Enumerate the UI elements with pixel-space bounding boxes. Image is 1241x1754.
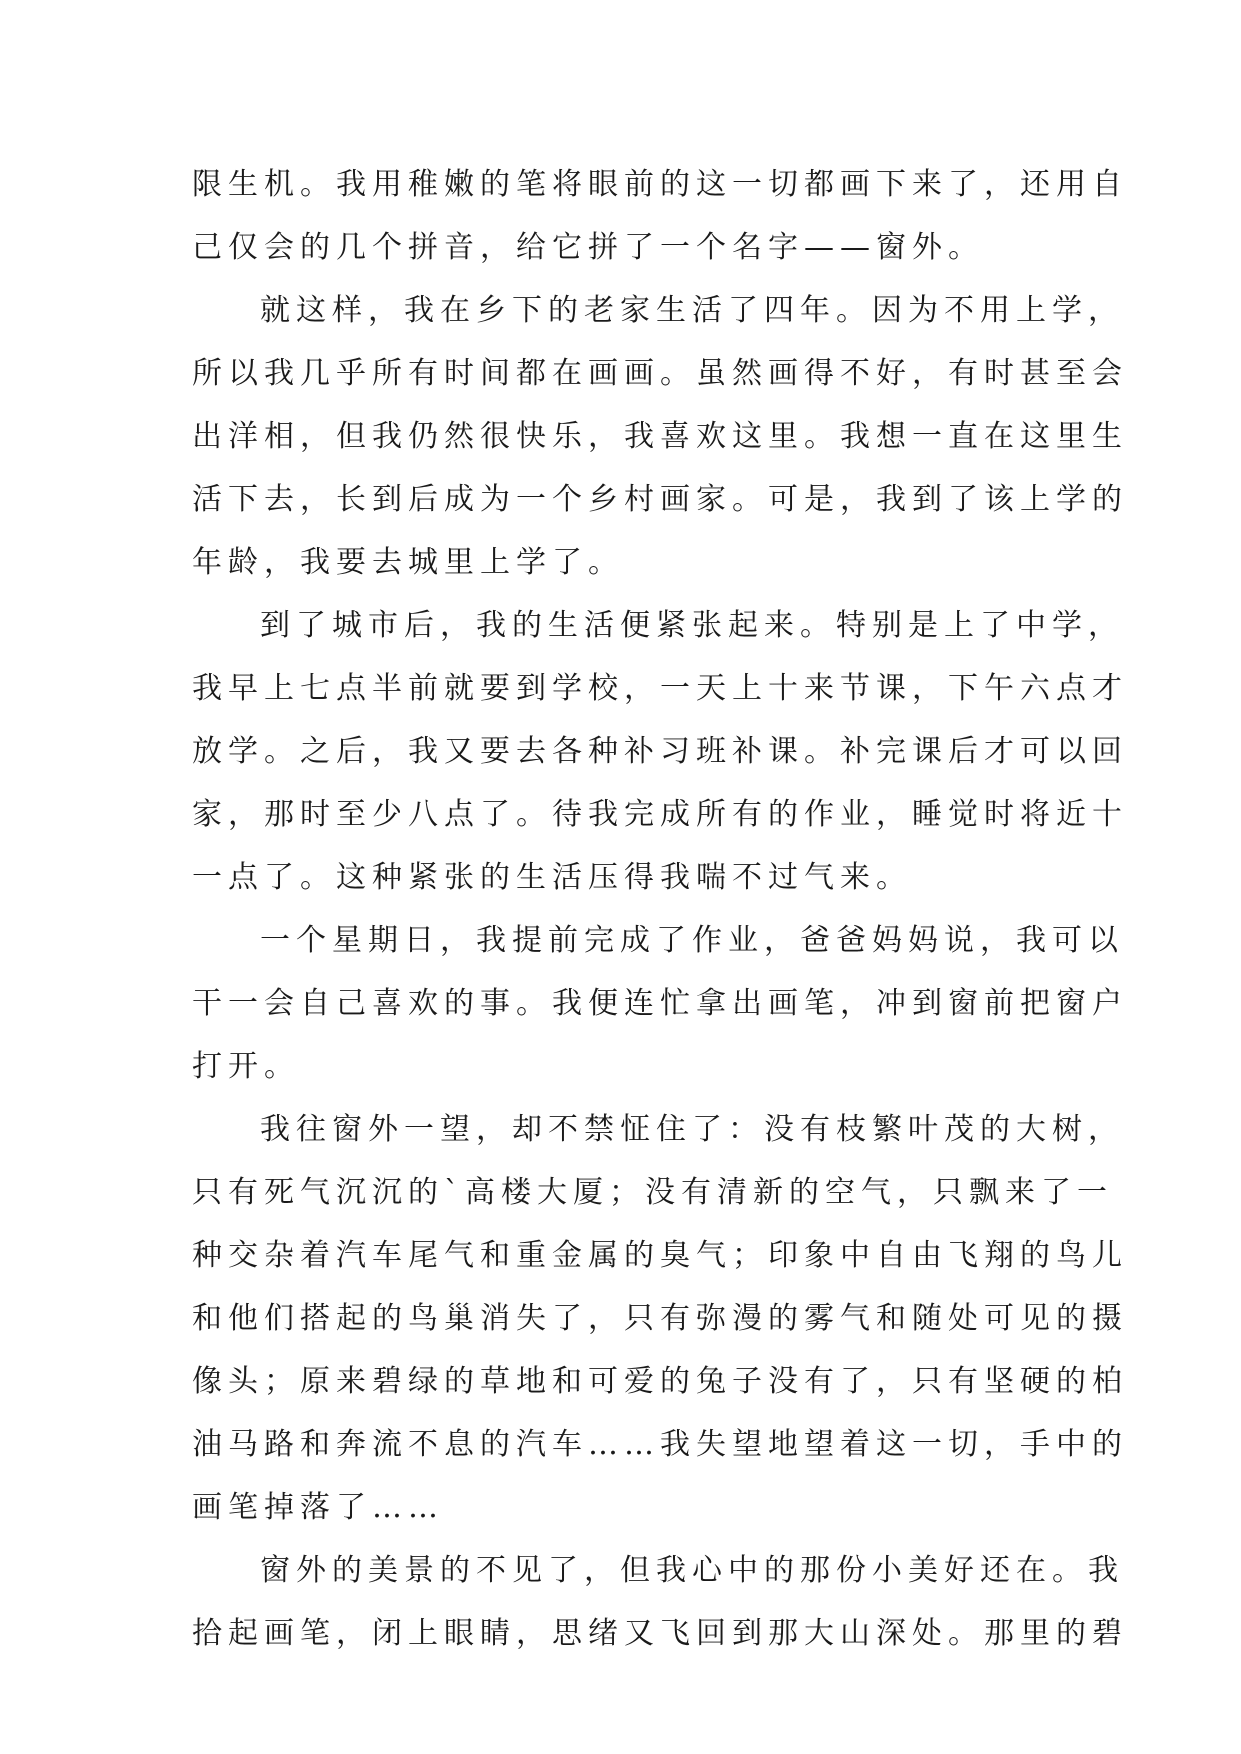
text-line: 我往窗外一望，却不禁怔住了：没有枝繁叶茂的大树， [260, 1112, 1124, 1147]
text-line: 窗外的美景的不见了，但我心中的那份小美好还在。我 [260, 1553, 1124, 1588]
text-line: 限生机。我用稚嫩的笔将眼前的这一切都画下来了，还用自 [192, 167, 1128, 202]
text-line: 像头；原来碧绿的草地和可爱的兔子没有了，只有坚硬的柏 [192, 1364, 1128, 1399]
text-line: 油马路和奔流不息的汽车……我失望地望着这一切，手中的 [192, 1427, 1128, 1462]
text-line: 所以我几乎所有时间都在画画。虽然画得不好，有时甚至会 [192, 356, 1128, 391]
text-line: 一点了。这种紧张的生活压得我喘不过气来。 [192, 860, 912, 895]
text-line: 只有死气沉沉的`高楼大厦；没有清新的空气，只飘来了一 [192, 1175, 1113, 1210]
text-line: 我早上七点半前就要到学校，一天上十来节课，下午六点才 [192, 671, 1128, 706]
text-line: 打开。 [192, 1049, 300, 1084]
text-line: 年龄，我要去城里上学了。 [192, 545, 624, 580]
document-body [192, 162, 1128, 1674]
text-line: 种交杂着汽车尾气和重金属的臭气；印象中自由飞翔的鸟儿 [192, 1238, 1128, 1273]
text-line: 放学。之后，我又要去各种补习班补课。补完课后才可以回 [192, 734, 1128, 769]
text-line: 家，那时至少八点了。待我完成所有的作业，睡觉时将近十 [192, 797, 1128, 832]
text-line: 拾起画笔，闭上眼睛，思绪又飞回到那大山深处。那里的碧 [192, 1616, 1128, 1651]
text-line: 到了城市后，我的生活便紧张起来。特别是上了中学， [260, 608, 1124, 643]
text-line: 干一会自己喜欢的事。我便连忙拿出画笔，冲到窗前把窗户 [192, 986, 1128, 1021]
text-line: 画笔掉落了…… [192, 1490, 444, 1525]
text-line: 活下去，长到后成为一个乡村画家。可是，我到了该上学的 [192, 482, 1128, 517]
text-line: 己仅会的几个拼音，给它拼了一个名字——窗外。 [192, 230, 984, 265]
text-line: 出洋相，但我仍然很快乐，我喜欢这里。我想一直在这里生 [192, 419, 1128, 454]
text-line: 就这样，我在乡下的老家生活了四年。因为不用上学， [260, 293, 1124, 328]
text-line: 一个星期日，我提前完成了作业，爸爸妈妈说，我可以 [260, 923, 1124, 958]
text-line: 和他们搭起的鸟巢消失了，只有弥漫的雾气和随处可见的摄 [192, 1301, 1128, 1336]
